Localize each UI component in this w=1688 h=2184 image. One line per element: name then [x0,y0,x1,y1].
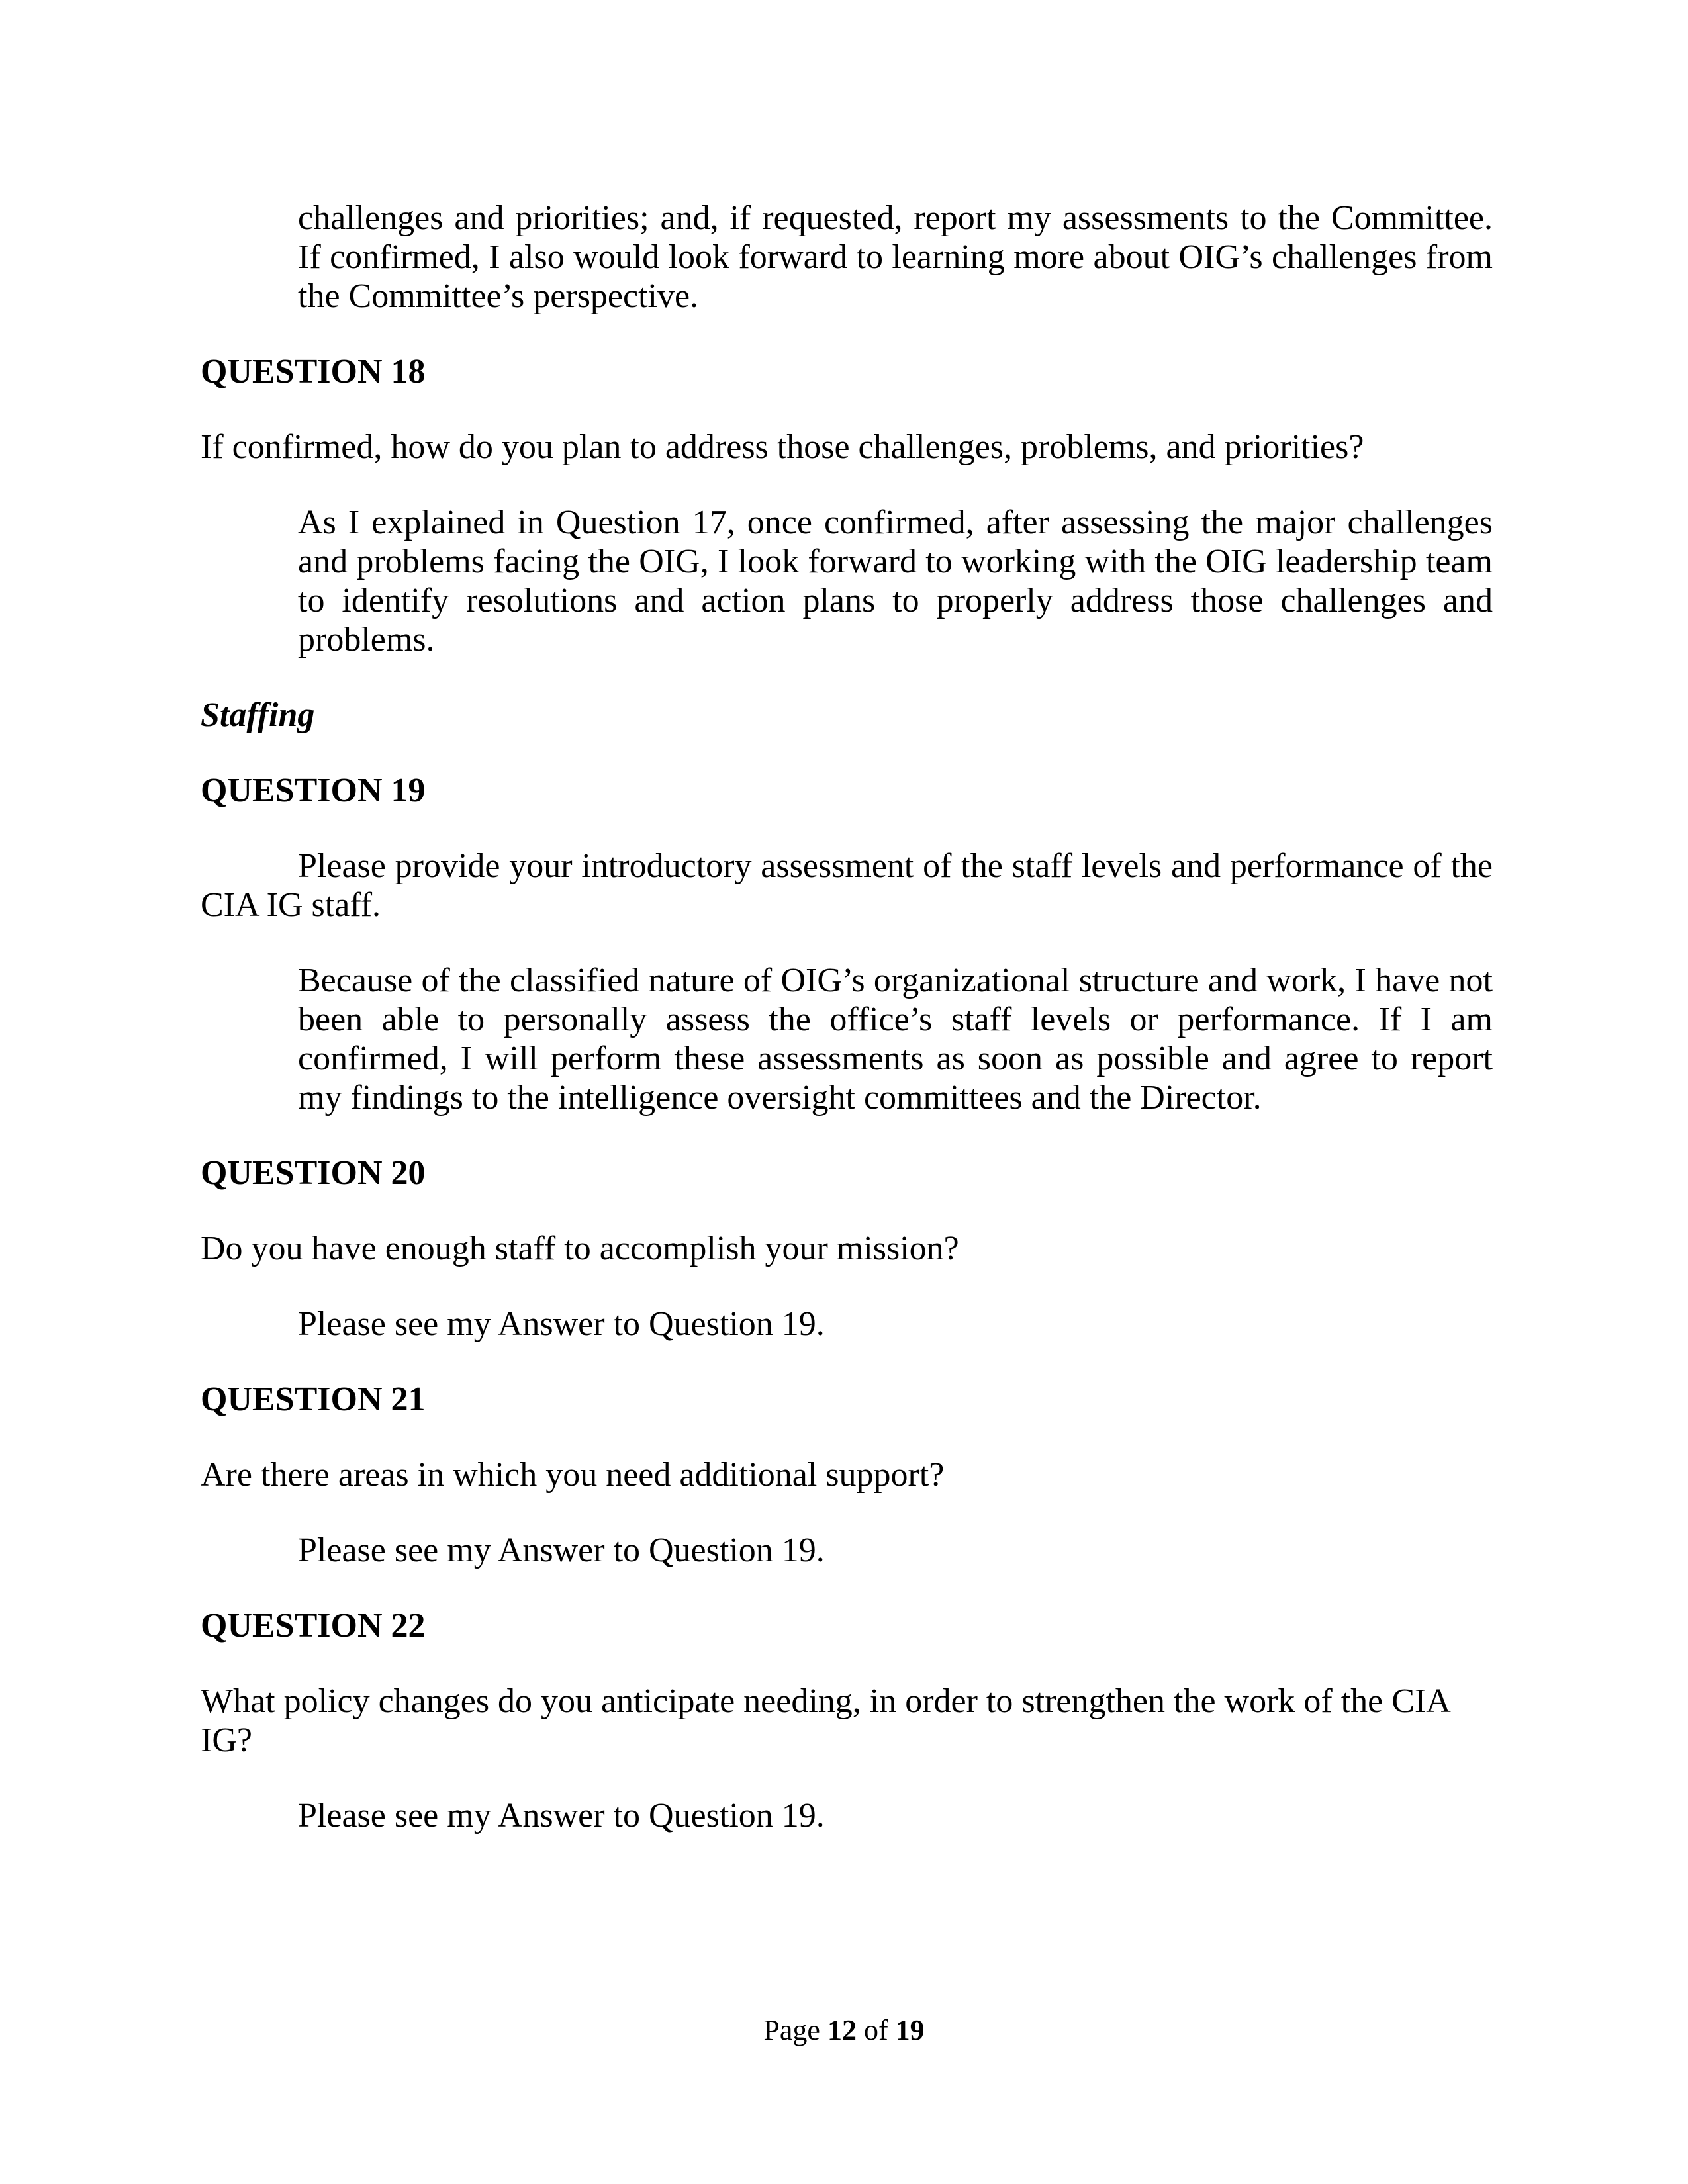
question-22-answer: Please see my Answer to Question 19. [298,1797,825,1835]
footer-total-pages: 19 [895,2014,925,2046]
question-19-text: Please provide your introductory assessment of the staff levels and performance of the CIA IG staff. [201,847,1493,924]
document-body [201,199,1493,1872]
question-20-answer: Please see my Answer to Question 19. [298,1305,825,1343]
footer-of-label: of [856,2014,896,2046]
question-19-heading: QUESTION 19 [201,772,426,809]
question-20-heading: QUESTION 20 [201,1154,426,1192]
question-21-heading: QUESTION 21 [201,1381,426,1418]
question-20-text: Do you have enough staff to accomplish your mission? [201,1230,959,1267]
footer-page-number: 12 [827,2014,857,2046]
question-18-heading: QUESTION 18 [201,353,426,390]
answer-continuation-paragraph: challenges and priorities; and, if requested, report my assessments to the Committee. If confirmed, I also would look forward to learning more about OIG’s challenges from the Committee’s perspective. [298,199,1493,315]
staffing-section-heading: Staffing [201,696,315,734]
question-18-answer: As I explained in Question 17, once confirmed, after assessing the major challenges and problems facing the OIG, I look forward to working with the OIG leadership team to identify resolutions and action plans to properly address those challenges and problems. [298,504,1493,659]
question-22-heading: QUESTION 22 [201,1607,426,1645]
footer-page-label: Page [763,2014,827,2046]
page-footer [0,2015,1688,2046]
question-18-text: If confirmed, how do you plan to address those challenges, problems, and priorities? [201,428,1364,466]
question-22-text: What policy changes do you anticipate needing, in order to strengthen the work of the CIA IG? [201,1682,1449,1759]
question-21-text: Are there areas in which you need additional support? [201,1456,945,1494]
question-21-answer: Please see my Answer to Question 19. [298,1531,825,1569]
question-19-answer: Because of the classified nature of OIG’s organizational structure and work, I have not been able to personally assess the office’s staff levels or performance. If I am confirmed, I will perform these assessments as soon as possible and agree to report my findings to the intelligence oversight committees and the Director. [298,962,1493,1116]
